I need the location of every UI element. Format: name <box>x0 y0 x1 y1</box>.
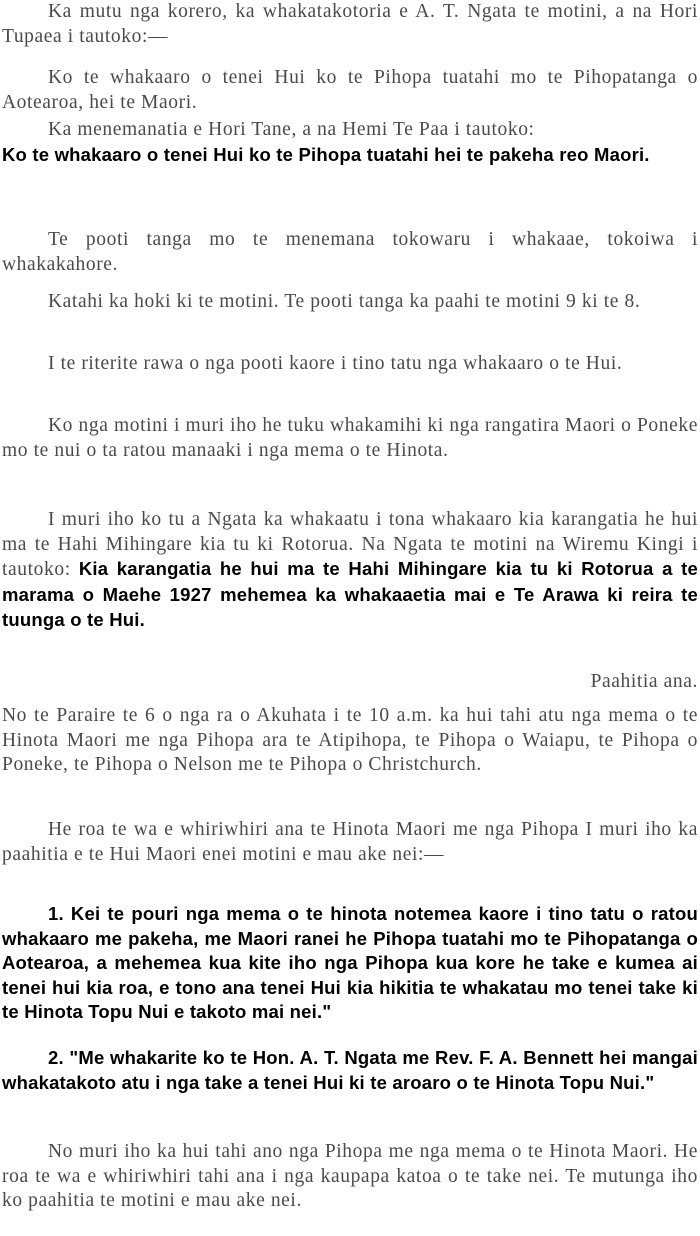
paragraph-friday-meeting: No te Paraire te 6 o nga ra o Akuhata i te 10 a.m. ka hui tahi atu nga mema o te Hinota Maori me nga Pihopa ara te Atipihopa, te Pihopa o Waiapu, te Pihopa o Poneke, te Pihopa o Nelson me te Pihopa o Christchurch. <box>2 705 698 775</box>
paragraph-divided-opinion: I te riterite rawa o nga pooti kaore i tino tatu nga whakaaro o te Hui. <box>48 353 623 374</box>
resolution-2: 2. "Me whakarite ko te Hon. A. T. Ngata me Rev. F. A. Bennett hei mangai whakatakoto atu i nga take a tenei Hui ki te aroaro o te Hinota Topu Nui." <box>2 1047 698 1093</box>
paragraph-amendment <box>2 118 698 167</box>
resolution-1: 1. Kei te pouri nga mema o te hinota notemea kaore i tino tatu o ratou whakaaro me pakeha, me Maori ranei he Pihopa tuatahi mo te Pihopatanga o Aotearoa, a mehemea kua kite iho nga Pihopa kua kore he take e kumea ai tenei hui kia roa, e tono ana tenei Hui kia hikitia te whakatau mo tenei take ki te Hinota Topu Nui e takoto mai nei." <box>2 903 698 1022</box>
paragraph-vote-motion: Katahi ka hoki ki te motini. Te pooti tanga ka paahi te motini 9 ki te 8. <box>48 291 641 312</box>
rotorua-motion: Kia karangatia he hui ma te Hahi Mihingare kia tu ki Rotorua a te marama o Maehe 1927 mehemea ka whakaaetia mai e Te Arawa ki reira te tuunga o te Hui. <box>2 558 698 630</box>
paragraph-rotorua-hui <box>2 508 698 634</box>
amendment-text: Ko te whakaaro o tenei Hui ko te Pihopa tuatahi hei te pakeha reo Maori. <box>2 143 650 165</box>
paragraph-passed: Paahitia ana. <box>590 671 698 692</box>
paragraph-motion-intro: Ka mutu nga korero, ka whakatakotoria e A. T. Ngata te motini, a na Hori Tupaea i tautoko:— <box>2 1 698 47</box>
paragraph-closing: No muri iho ka hui tahi ano nga Pihopa me nga mema o te Hinota Maori. He roa te wa e whiriwhiri tahi ana i nga kaupapa katoa o te take nei. Te mutunga iho ko paahitia te motini e mau ake nei. <box>2 1141 698 1211</box>
paragraph-vote-amendment: Te pooti tanga mo te menemana tokowaru i whakaae, tokoiwa i whakakahore. <box>2 229 698 275</box>
rotorua-intro: I muri iho ko tu a Ngata ka whakaatu i tona whakaaro kia karangatia he hui ma te Hahi Mihingare kia tu ki Rotorua. Na Ngata te motini na Wiremu Kingi i tautoko: <box>2 509 698 580</box>
paragraph-discussion: He roa te wa e whiriwhiri ana te Hinota Maori me nga Pihopa I muri iho ka paahitia e te Hui Maori enei motini e mau ake nei:— <box>2 819 698 865</box>
paragraph-motion-text: Ko te whakaaro o tenei Hui ko te Pihopa tuatahi mo te Pihopatanga o Aotearoa, hei te Maori. <box>2 67 698 113</box>
paragraph-thanks-motion: Ko nga motini i muri iho he tuku whakamihi ki nga rangatira Maori o Poneke mo te nui o ta ratou manaaki i nga mema o te Hinota. <box>2 415 698 461</box>
amendment-intro: Ka menemanatia e Hori Tane, a na Hemi Te Paa i tautoko: <box>48 119 535 140</box>
